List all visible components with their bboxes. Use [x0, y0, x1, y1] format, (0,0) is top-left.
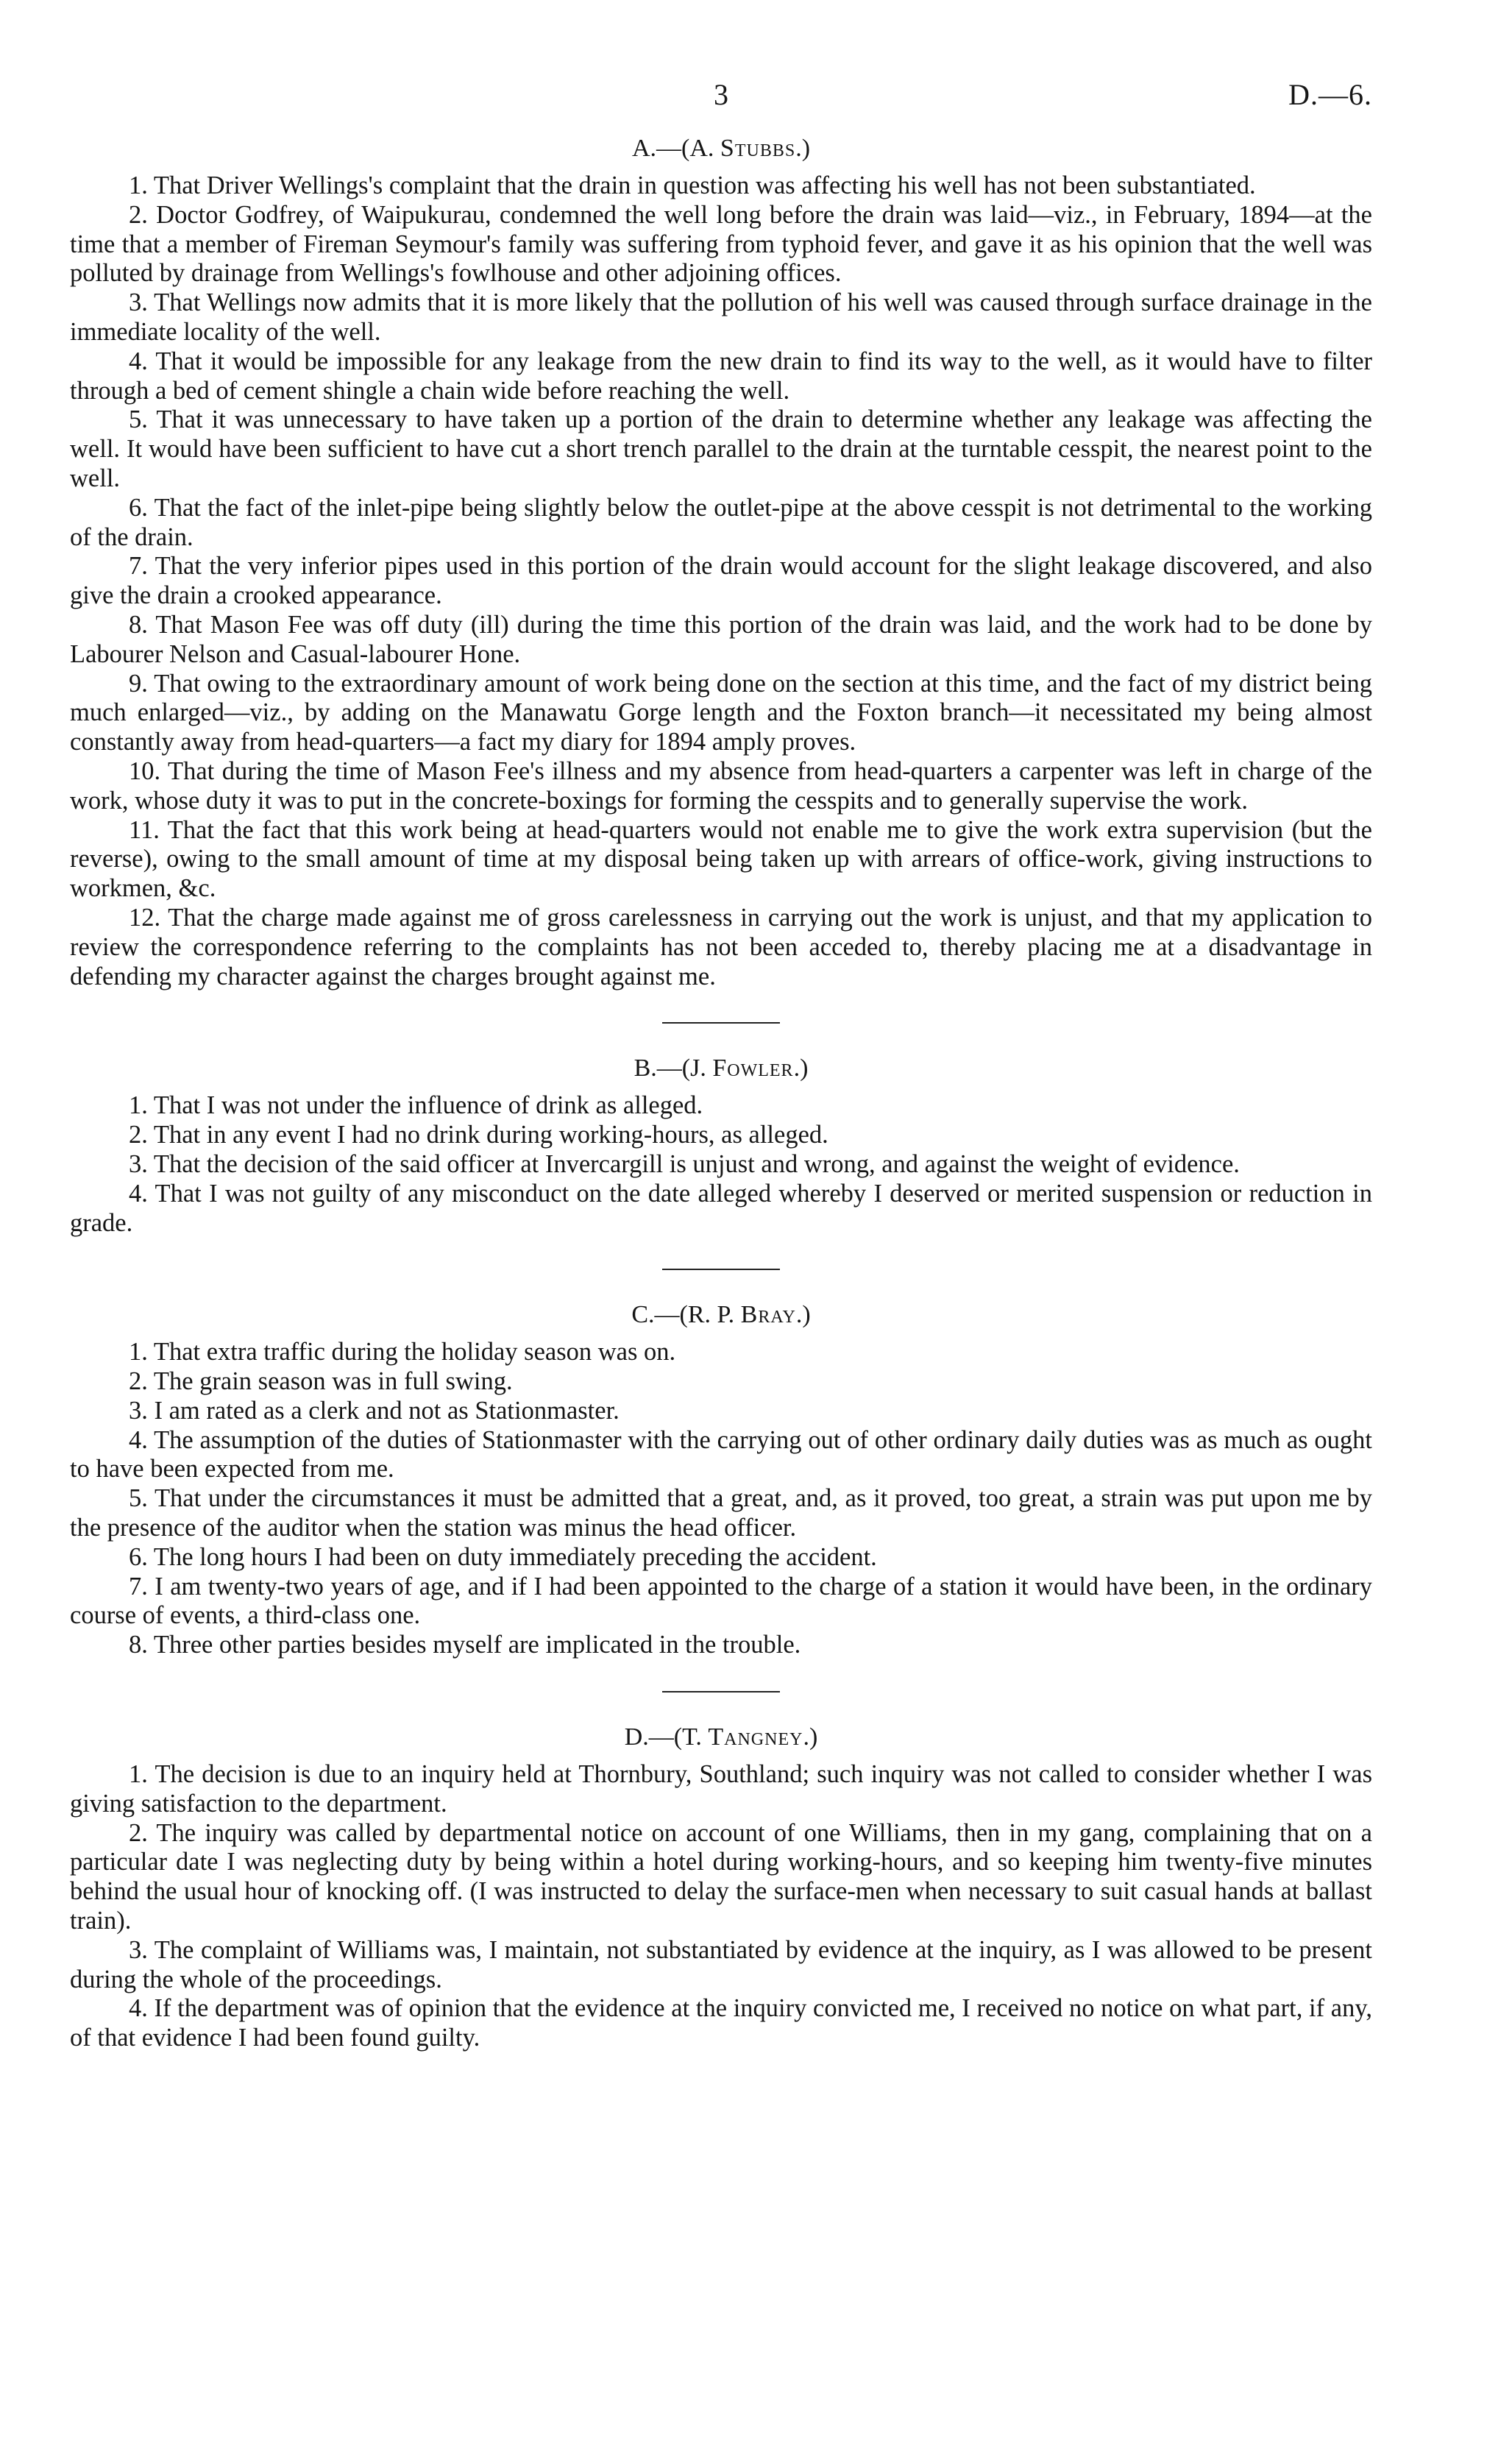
section-divider	[662, 1022, 780, 1024]
section-a-item: 3. That Wellings now admits that it is more likely that the pollution of his well was caused through surface drainage in the immediate locality of the well.	[70, 288, 1372, 346]
section-c-item: 5. That under the circumstances it must be admitted that a great, and, as it proved, too great, a strain was put upon me by the presence of the auditor when the station was minus the head officer.	[70, 1484, 1372, 1542]
section-a-item: 4. That it would be impossible for any leakage from the new drain to find its way to the well, as it would have to filter through a bed of cement shingle a chain wide before reaching the well.	[70, 347, 1372, 405]
section-d-title: D.—(T. Tangney.)	[624, 1723, 818, 1751]
section-c-item: 3. I am rated as a clerk and not as Stationmaster.	[129, 1396, 620, 1425]
section-d	[70, 1723, 1372, 2053]
section-c-item: 2. The grain season was in full swing.	[129, 1367, 513, 1396]
section-c	[70, 1301, 1372, 1660]
section-a-item: 10. That during the time of Mason Fee's illness and my absence from head-quarters a carpenter was left in charge of the work, whose duty it was to put in the concrete-boxings for forming the cesspits and to generally supervise the work.	[70, 756, 1372, 815]
section-a-title: A.—(A. Stubbs.)	[631, 135, 811, 162]
page-number: 3	[714, 78, 728, 111]
section-a-item: 9. That owing to the extraordinary amount of work being done on the section at this time, and the fact of my district being much enlarged—viz., by adding on the Manawatu Gorge length and the Foxton branch—it necessitated my being almost constantly away from head-quarters—a fact my diary for 1894 amply proves.	[70, 669, 1372, 756]
section-c-item: 7. I am twenty-two years of age, and if I had been appointed to the charge of a station it would have been, in the ordinary course of events, a third-class one.	[70, 1572, 1372, 1630]
section-a-item: 1. That Driver Wellings's complaint that the drain in question was affecting his well has not been substantiated.	[129, 171, 1256, 199]
section-d-item: 1. The decision is due to an inquiry held at Thornbury, Southland; such inquiry was not called to consider whether I was giving satisfaction to the department.	[70, 1760, 1372, 1818]
section-d-item: 3. The complaint of Williams was, I maintain, not substantiated by evidence at the inquiry, as I was allowed to be present during the whole of the proceedings.	[70, 1935, 1372, 1993]
section-c-title: C.—(R. P. Bray.)	[631, 1301, 811, 1329]
section-a	[70, 135, 1372, 991]
section-a-item: 6. That the fact of the inlet-pipe being slightly below the outlet-pipe at the above cesspit is not detrimental to the working of the drain.	[70, 493, 1372, 551]
section-c-item: 1. That extra traffic during the holiday season was on.	[129, 1338, 676, 1367]
page-header	[70, 70, 1372, 121]
section-c-item: 4. The assumption of the duties of Stationmaster with the carrying out of other ordinary daily duties was as much as ought to have been expected from me.	[70, 1425, 1372, 1484]
section-a-item: 2. Doctor Godfrey, of Waipukurau, condemned the well long before the drain was laid—viz., in February, 1894—at the time that a member of Fireman Seymour's family was suffering from typhoid fever, and gave it as his opinion that the well was polluted by drainage from Wellings's fowlhouse and other adjoining offices.	[70, 200, 1372, 288]
section-c-item: 6. The long hours I had been on duty immediately preceding the accident.	[129, 1542, 877, 1571]
section-d-item: 4. If the department was of opinion that the evidence at the inquiry convicted me, I received no notice on what part, if any, of that evidence I had been found guilty.	[70, 1994, 1372, 2052]
section-a-item: 5. That it was unnecessary to have taken up a portion of the drain to determine whether any leakage was affecting the well. It would have been sufficient to have cut a short trench parallel to the drain at the turntable cesspit, the nearest point to the well.	[70, 405, 1372, 492]
section-divider	[662, 1691, 780, 1692]
section-a-item: 12. That the charge made against me of gross carelessness in carrying out the work is unjust, and that my application to review the correspondence referring to the complaints has not been acceded to, thereby placing me at a disadvantage in defending my character against the charges brought against me.	[70, 903, 1372, 990]
section-b-item: 2. That in any event I had no drink during working-hours, as alleged.	[129, 1121, 828, 1149]
section-divider	[662, 1269, 780, 1270]
section-b	[70, 1054, 1372, 1238]
section-a-item: 8. That Mason Fee was off duty (ill) during the time this portion of the drain was laid, and the work had to be done by Labourer Nelson and Casual-labourer Hone.	[70, 610, 1372, 668]
section-d-item: 2. The inquiry was called by departmental notice on account of one Williams, then in my gang, complaining that on a particular date I was neglecting duty by being within a hotel during working-hours, and so keeping him twenty-five minutes behind the usual hour of knocking off. (I was instructed to delay the surface-men when necessary to suit casual hands at ballast train).	[70, 1818, 1372, 1935]
section-b-title: B.—(J. Fowler.)	[633, 1054, 809, 1082]
section-b-item: 3. That the decision of the said officer at Invercargill is unjust and wrong, and against the weight of evidence.	[129, 1149, 1240, 1178]
section-b-item: 1. That I was not under the influence of drink as alleged.	[129, 1091, 703, 1120]
section-c-item: 8. Three other parties besides myself are implicated in the trouble.	[129, 1631, 801, 1659]
document-page	[70, 70, 1372, 2053]
document-reference: D.—6.	[1288, 78, 1372, 111]
section-a-item: 7. That the very inferior pipes used in this portion of the drain would account for the slight leakage discovered, and also give the drain a crooked appearance.	[70, 552, 1372, 610]
section-b-item: 4. That I was not guilty of any misconduct on the date alleged whereby I deserved or merited suspension or reduction in grade.	[70, 1179, 1372, 1237]
section-a-item: 11. That the fact that this work being at head-quarters would not enable me to give the work extra supervision (but the reverse), owing to the small amount of time at my disposal being taken up with arrears of office-work, giving instructions to workmen, &c.	[70, 815, 1372, 903]
